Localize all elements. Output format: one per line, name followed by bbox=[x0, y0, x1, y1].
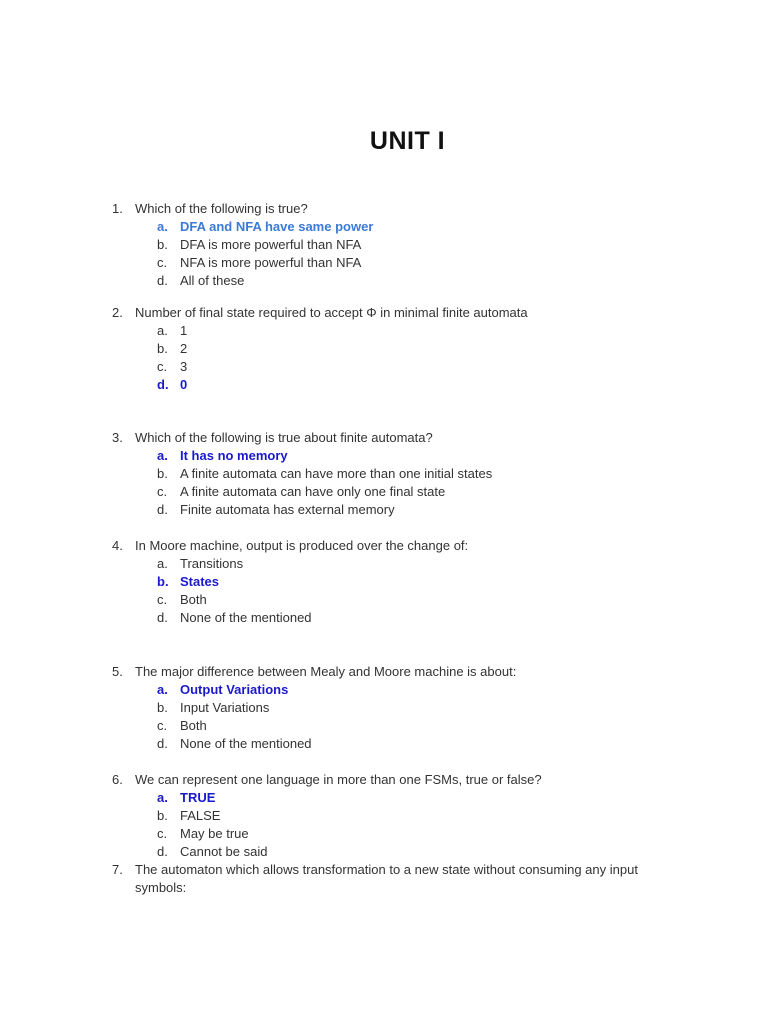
option-3-a bbox=[157, 447, 672, 465]
question-7 bbox=[112, 861, 672, 897]
option-text: DFA and NFA have same power bbox=[180, 219, 374, 234]
question-text: Number of final state required to accept Φ in minimal finite automata bbox=[135, 305, 528, 320]
option-letter: d. bbox=[157, 377, 169, 392]
option-letter: a. bbox=[157, 219, 168, 234]
option-5-a bbox=[157, 681, 672, 699]
question-3 bbox=[112, 429, 672, 519]
option-6-a bbox=[157, 789, 672, 807]
option-text: Output Variations bbox=[180, 682, 289, 697]
question-number: 3. bbox=[112, 430, 123, 445]
option-3-c bbox=[157, 483, 672, 501]
option-text: All of these bbox=[180, 273, 245, 288]
option-letter: d. bbox=[157, 273, 168, 288]
option-5-c bbox=[157, 717, 672, 735]
question-number: 2. bbox=[112, 305, 123, 320]
option-4-c bbox=[157, 591, 672, 609]
option-4-a bbox=[157, 555, 672, 573]
question-line bbox=[112, 861, 672, 897]
option-letter: b. bbox=[157, 237, 168, 252]
option-list bbox=[157, 555, 672, 627]
option-5-d bbox=[157, 735, 672, 753]
option-list bbox=[157, 218, 672, 290]
option-letter: a. bbox=[157, 556, 168, 571]
question-text: Which of the following is true about finite automata? bbox=[135, 430, 433, 445]
option-text: 1 bbox=[180, 323, 188, 338]
question-5 bbox=[112, 663, 672, 753]
option-3-d bbox=[157, 501, 672, 519]
option-text: May be true bbox=[180, 826, 249, 841]
question-line bbox=[112, 304, 672, 322]
page-title: UNIT I bbox=[369, 127, 446, 155]
question-text: In Moore machine, output is produced over the change of: bbox=[135, 538, 469, 553]
question-number: 7. bbox=[112, 862, 123, 877]
option-letter: b. bbox=[157, 700, 168, 715]
option-text: Both bbox=[180, 592, 207, 607]
question-number: 1. bbox=[112, 201, 123, 216]
option-text: TRUE bbox=[180, 790, 216, 805]
option-text: Both bbox=[180, 718, 207, 733]
option-letter: d. bbox=[157, 610, 168, 625]
option-letter: c. bbox=[157, 255, 168, 270]
option-4-d bbox=[157, 609, 672, 627]
question-number: 4. bbox=[112, 538, 123, 553]
option-1-c bbox=[157, 254, 672, 272]
option-text: FALSE bbox=[180, 808, 221, 823]
option-text: A finite automata can have more than one initial states bbox=[180, 466, 493, 481]
option-letter: b. bbox=[157, 574, 169, 589]
option-text: Input Variations bbox=[180, 700, 270, 715]
option-2-a bbox=[157, 322, 672, 340]
option-6-d bbox=[157, 843, 672, 861]
option-2-b bbox=[157, 340, 672, 358]
option-text: None of the mentioned bbox=[180, 736, 312, 751]
option-letter: c. bbox=[157, 718, 168, 733]
option-text: States bbox=[180, 574, 220, 589]
option-1-a bbox=[157, 218, 672, 236]
option-letter: a. bbox=[157, 448, 168, 463]
question-4 bbox=[112, 537, 672, 627]
option-text: Transitions bbox=[180, 556, 244, 571]
question-line bbox=[112, 200, 672, 218]
question-2 bbox=[112, 304, 672, 394]
option-text: It has no memory bbox=[180, 448, 288, 463]
option-text: A finite automata can have only one final state bbox=[180, 484, 446, 499]
option-1-b bbox=[157, 236, 672, 254]
option-letter: d. bbox=[157, 502, 168, 517]
option-letter: c. bbox=[157, 592, 168, 607]
question-line bbox=[112, 663, 672, 681]
question-6 bbox=[112, 771, 672, 861]
option-text: NFA is more powerful than NFA bbox=[180, 255, 362, 270]
option-2-d bbox=[157, 376, 672, 394]
option-5-b bbox=[157, 699, 672, 717]
option-4-b bbox=[157, 573, 672, 591]
option-text: Cannot be said bbox=[180, 844, 268, 859]
option-list bbox=[157, 447, 672, 519]
option-letter: d. bbox=[157, 844, 168, 859]
question-text: We can represent one language in more than one FSMs, true or false? bbox=[135, 772, 542, 787]
option-text: 3 bbox=[180, 359, 188, 374]
option-2-c bbox=[157, 358, 672, 376]
option-letter: b. bbox=[157, 466, 168, 481]
option-3-b bbox=[157, 465, 672, 483]
question-line bbox=[112, 537, 672, 555]
question-line bbox=[112, 429, 672, 447]
option-letter: c. bbox=[157, 359, 168, 374]
option-6-c bbox=[157, 825, 672, 843]
option-text: Finite automata has external memory bbox=[180, 502, 395, 517]
option-text: None of the mentioned bbox=[180, 610, 312, 625]
option-list bbox=[157, 322, 672, 394]
option-text: 2 bbox=[180, 341, 188, 356]
question-line bbox=[112, 771, 672, 789]
option-letter: b. bbox=[157, 341, 168, 356]
option-letter: d. bbox=[157, 736, 168, 751]
option-letter: b. bbox=[157, 808, 168, 823]
option-letter: a. bbox=[157, 790, 168, 805]
option-list bbox=[157, 681, 672, 753]
question-text: The automaton which allows transformation to a new state without consuming any input symbols: bbox=[135, 862, 638, 895]
question-text: The major difference between Mealy and Moore machine is about: bbox=[135, 664, 517, 679]
option-text: 0 bbox=[180, 377, 188, 392]
question-1 bbox=[112, 200, 672, 290]
option-letter: a. bbox=[157, 682, 168, 697]
option-text: DFA is more powerful than NFA bbox=[180, 237, 362, 252]
option-letter: c. bbox=[157, 826, 168, 841]
option-letter: a. bbox=[157, 323, 168, 338]
option-1-d bbox=[157, 272, 672, 290]
option-6-b bbox=[157, 807, 672, 825]
question-number: 5. bbox=[112, 664, 123, 679]
question-number: 6. bbox=[112, 772, 123, 787]
option-list bbox=[157, 789, 672, 861]
option-letter: c. bbox=[157, 484, 168, 499]
question-text: Which of the following is true? bbox=[135, 201, 308, 216]
